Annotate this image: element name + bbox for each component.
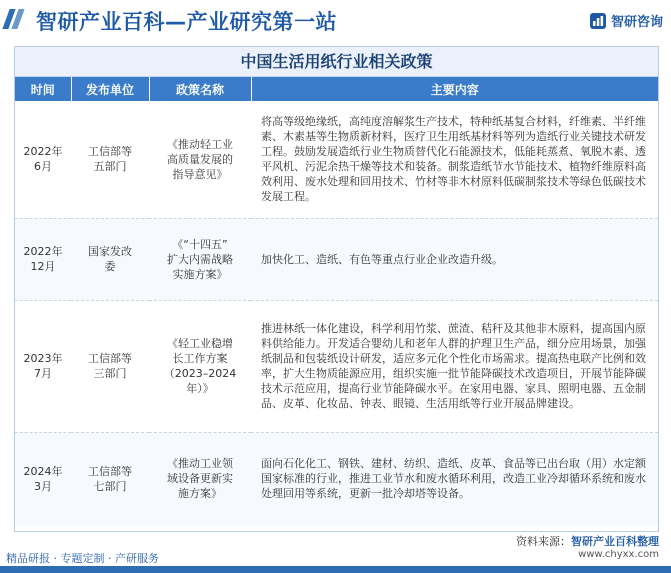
cell-content: 推进林纸一体化建设，科学利用竹浆、蔗渣、秸秆及其他非木原料，提高国内原料供给能力。开发适合婴幼儿和老年人群的护理卫生产品，细分应用场景，加强纸制品和包装纸设计研发，适应多元化个性化市场需求。提高热电联产比例和效率，扩大生物质能源应用，组织实施一批节能降碳技术改造项目，开展节能降碳技术示范应用，提高行业节能降碳水平。在家用电器、家具、照明电器、五金制品、皮革、化妆品、钟表、眼镜、生活用纸等行业开展品牌建设。 [251,300,658,432]
cell-policy-name: 《轻工业稳增 长工作方案 （2023–2024 年）》 [149,300,251,432]
cell-policy-name: 《“十四五” 扩大内需战略 实施方案》 [149,218,251,300]
table-header-row [15,77,658,101]
cell-policy-name: 《推动轻工业 高质量发展的 指导意见》 [149,101,251,218]
cell-unit: 工信部等 五部门 [71,101,149,218]
header [0,0,671,42]
cell-time: 2024年 3月 [15,432,71,525]
brand-logo-text: 智研咨询 [610,15,663,30]
cell-content: 面向石化化工、钢铁、建材、纺织、造纸、皮革、食品等已出台取（用）水定额国家标准的行业，推进工业节水和废水循环利用，改造工业冷却循环系统和废水处理回用等系统，更新一批冷却塔等设备。 [251,432,658,525]
column-header-time: 时间 [15,77,71,101]
table-row [15,101,658,218]
page-title: 智研产业百科—产业研究第一站 [36,10,337,34]
brand-logo[interactable] [589,11,663,30]
column-header-content: 主要内容 [251,77,658,101]
footer-divider [0,566,671,573]
cell-unit: 工信部等 三部门 [71,300,149,432]
policy-table-panel [14,46,659,532]
cell-content: 加快化工、造纸、有色等重点行业企业改造升级。 [251,218,658,300]
table-row [15,300,658,432]
cell-unit: 国家发改 委 [71,218,149,300]
source-brand: 智研产业百科整理 [571,535,659,548]
column-header-policy-name: 政策名称 [149,77,251,101]
column-header-unit: 发布单位 [71,77,149,101]
cell-policy-name: 《推动工业领 域设备更新实 施方案》 [149,432,251,525]
cell-unit: 工信部等 七部门 [71,432,149,525]
brand-logo-icon [589,12,607,30]
footer-url-link[interactable]: www.chyxx.com [578,549,659,560]
source-label: 资料来源： [516,535,571,548]
cell-time: 2022年 12月 [15,218,71,300]
cell-time: 2022年 6月 [15,101,71,218]
footer-services: 精品研报 · 专题定制 · 产研服务 [6,552,159,565]
policy-table [15,77,658,525]
cell-time: 2023年 7月 [15,300,71,432]
table-row [15,432,658,525]
cell-content: 将高等级绝缘纸，高纯度溶解浆生产技术，特种纸基复合材料，纤维素、半纤维素、木素基等生物质新材料，医疗卫生用纸基材料等列为造纸行业关键技术研发工程。鼓励发展造纸行业生物质替代化石能源技术，低能耗蒸煮、氧脱木素、透平风机、污泥余热干燥等技术和装备。制浆造纸节水节能技术、植物纤维原料高效利用、废水处理和回用技术、竹材等非木材原料低碳制浆技术等绿色低碳技术发展工程。 [251,101,658,218]
header-decoration [6,9,21,29]
table-row [15,218,658,300]
table-title: 中国生活用纸行业相关政策 [15,47,658,77]
